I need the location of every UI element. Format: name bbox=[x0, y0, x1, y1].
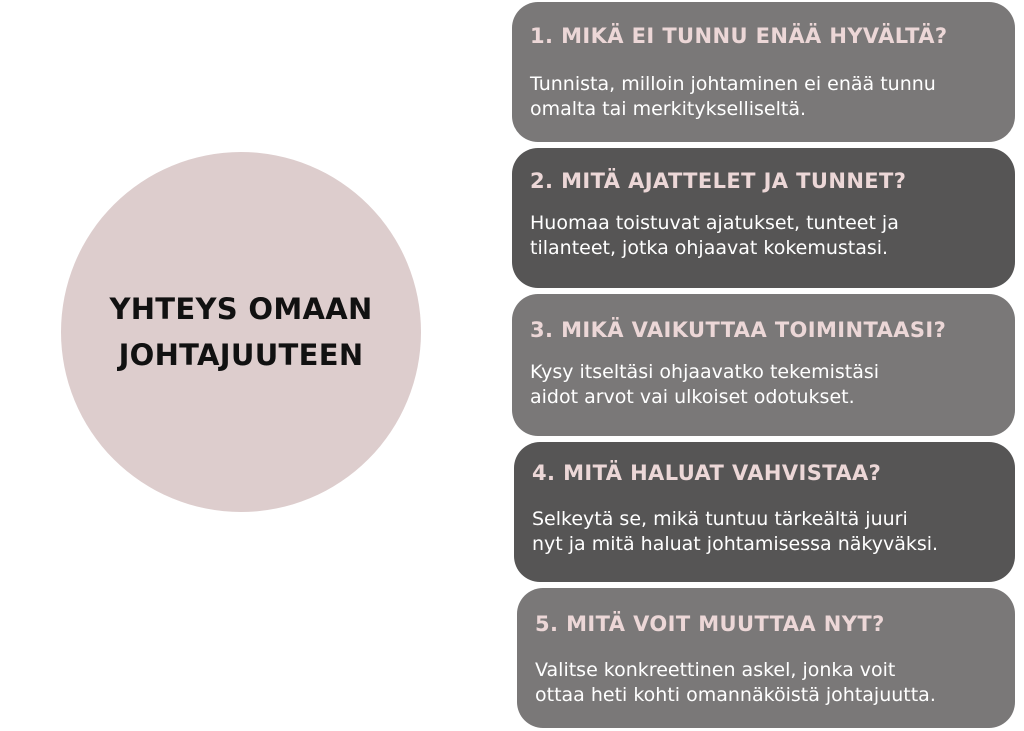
step-description-1 bbox=[530, 72, 1001, 122]
center-circle bbox=[61, 152, 421, 512]
step-card-1 bbox=[512, 2, 1015, 142]
step-description-2 bbox=[530, 211, 1001, 261]
step-description-5-line-1: Valitse konkreettinen askel, jonka voit bbox=[535, 659, 896, 681]
step-description-2-line-2: tilanteet, jotka ohjaavat kokemustasi. bbox=[530, 237, 889, 259]
center-title-line-2: JOHTAJUUTEEN bbox=[118, 338, 364, 372]
center-title bbox=[81, 286, 401, 378]
step-title-3: 3. MIKÄ VAIKUTTAA TOIMINTAASI? bbox=[530, 318, 947, 342]
step-title-4: 4. MITÄ HALUAT VAHVISTAA? bbox=[532, 461, 882, 485]
step-description-5-line-2: ottaa heti kohti omannäköistä johtajuutta. bbox=[535, 684, 936, 706]
step-card-4 bbox=[514, 442, 1015, 582]
step-title-2: 2. MITÄ AJATTELET JA TUNNET? bbox=[530, 169, 907, 193]
step-description-3-line-1: Kysy itseltäsi ohjaavatko tekemistäsi bbox=[530, 361, 880, 383]
step-description-3 bbox=[530, 360, 1001, 410]
step-description-1-line-1: Tunnista, milloin johtaminen ei enää tunnu bbox=[530, 73, 936, 95]
step-card-3 bbox=[512, 294, 1015, 436]
step-title-1: 1. MIKÄ EI TUNNU ENÄÄ HYVÄLTÄ? bbox=[530, 24, 948, 48]
step-description-4-line-1: Selkeytä se, mikä tuntuu tärkeältä juuri bbox=[532, 508, 908, 530]
step-description-3-line-2: aidot arvot vai ulkoiset odotukset. bbox=[530, 386, 855, 408]
step-card-2 bbox=[512, 148, 1015, 288]
step-description-4-line-2: nyt ja mitä haluat johtamisessa näkyväksi. bbox=[532, 533, 939, 555]
step-description-2-line-1: Huomaa toistuvat ajatukset, tunteet ja bbox=[530, 212, 899, 234]
center-title-line-1: YHTEYS OMAAN bbox=[109, 292, 373, 326]
step-title-5: 5. MITÄ VOIT MUUTTAA NYT? bbox=[535, 612, 885, 636]
step-description-1-line-2: omalta tai merkitykselliseltä. bbox=[530, 98, 807, 120]
step-description-4 bbox=[532, 507, 1001, 557]
step-card-5 bbox=[517, 588, 1015, 728]
step-description-5 bbox=[535, 658, 1001, 708]
